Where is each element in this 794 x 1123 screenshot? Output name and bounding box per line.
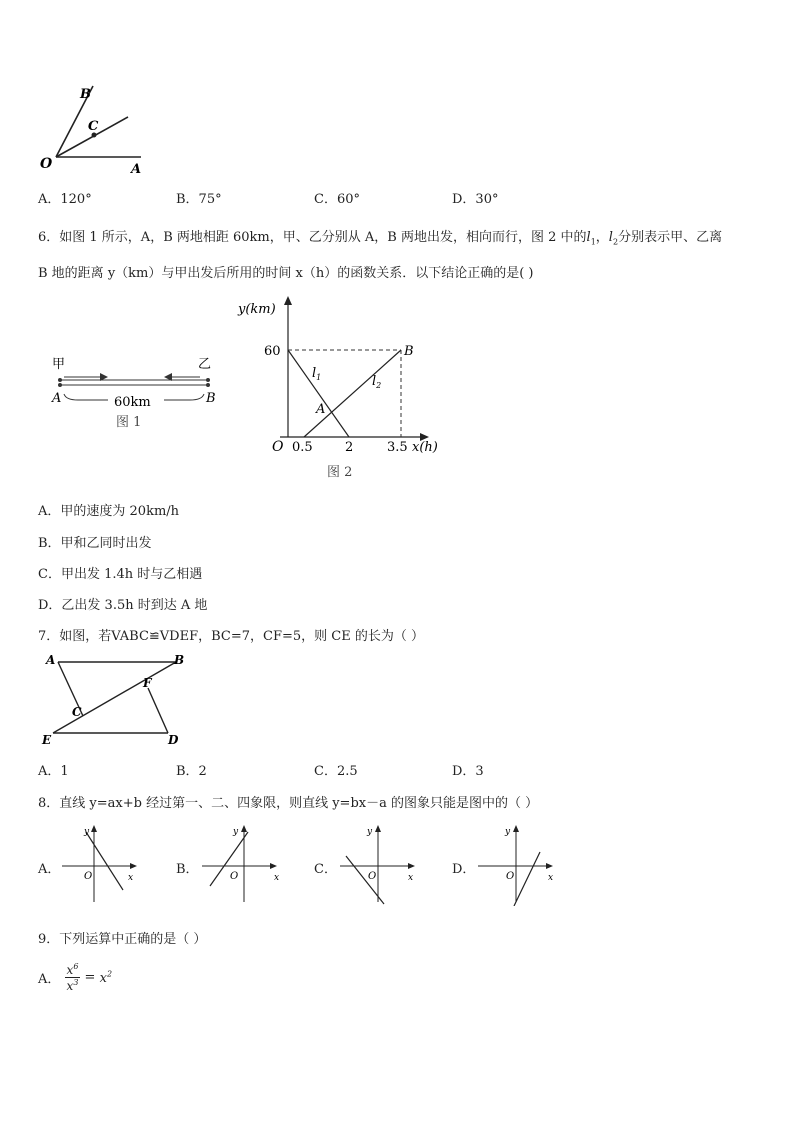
q8c-y: y <box>367 827 373 837</box>
q6-stem-line2: B 地的距离 y（km）与甲出发后所用的时间 x（h）的函数关系．以下结论正确的是( ) <box>38 266 534 281</box>
q7-label-A: A <box>46 653 56 667</box>
q6-option-d[interactable]: D．乙出发 3.5h 时到达 A 地 <box>38 598 208 613</box>
q8b-O: O <box>230 871 239 882</box>
q9-rhs-exp: 2 <box>106 969 113 979</box>
q9-num-exp: 6 <box>73 962 79 971</box>
q7-option-c[interactable]: C．2.5 <box>314 764 358 779</box>
fig1-jia: 甲 <box>52 357 66 372</box>
q8-stem: 8．直线 y=ax+b 经过第一、二、四象限，则直线 y=bx－a 的图象只能是图中的（ ） <box>38 796 539 811</box>
q8-graph-a[interactable] <box>58 822 148 906</box>
q6-sep: ， <box>595 230 609 245</box>
q9-den-exp: 3 <box>73 978 79 987</box>
q7-stem: 7．如图，若VABC≌VDEF，BC=7，CF=5，则 CE 的长为（ ） <box>38 629 424 644</box>
q8c-x: x <box>408 873 414 883</box>
q8-option-a-label[interactable]: A． <box>38 862 61 877</box>
q6-option-c[interactable]: C．甲出发 1.4h 时与乙相遇 <box>38 567 203 582</box>
q8-graph-c[interactable] <box>336 822 426 906</box>
q5-option-a[interactable]: A．120° <box>38 192 92 207</box>
fig2-A: A <box>316 402 326 417</box>
q9-den-base: x <box>66 979 74 993</box>
q7-option-a[interactable]: A．1 <box>38 764 69 779</box>
fig1-caption: 图 1 <box>116 415 142 430</box>
q8b-y: y <box>233 827 239 837</box>
q7-label-B: B <box>174 653 185 667</box>
q6-figure-1 <box>48 350 228 435</box>
fig2-l2: $l_2$ <box>372 374 382 390</box>
fig2-x2: 2 <box>345 440 354 455</box>
q7-label-F: F <box>143 676 152 690</box>
fig1-A: A <box>52 391 62 406</box>
q5-option-d[interactable]: D．30° <box>452 192 499 207</box>
q9-option-a-label: A． <box>38 972 61 987</box>
q9-option-a[interactable] <box>38 962 112 993</box>
fig1-yi: 乙 <box>198 357 212 372</box>
fig2-x05: 0.5 <box>292 440 313 455</box>
q8-graph-d[interactable] <box>474 822 564 906</box>
fig1-B: B <box>206 391 216 406</box>
q6-l1: l <box>586 230 591 245</box>
q8a-x: x <box>128 873 134 883</box>
q9-rhs-base: x <box>99 970 107 986</box>
q8-option-c-label[interactable]: C． <box>314 862 337 877</box>
fig2-xlabel: x(h) <box>412 440 438 455</box>
q7-figure <box>36 650 196 750</box>
q8a-y: y <box>84 827 90 837</box>
q6-stem-line1 <box>38 226 722 247</box>
q6-stem-part2: 分别表示甲、乙离 <box>618 230 723 245</box>
fig2-l2-sub: 2 <box>376 381 382 390</box>
fig2-l1: $l_1$ <box>312 366 322 382</box>
q5-option-b[interactable]: B．75° <box>176 192 222 207</box>
q8c-O: O <box>368 871 377 882</box>
q6-l2: l <box>608 230 613 245</box>
q8d-O: O <box>506 871 515 882</box>
q6-l2-sub: 2 <box>612 237 619 247</box>
q6-option-b[interactable]: B．甲和乙同时出发 <box>38 536 152 551</box>
fig1-dist: 60km <box>114 395 151 410</box>
angle-figure <box>36 80 156 180</box>
fig2-O: O <box>272 439 284 455</box>
label-A: A <box>131 162 142 177</box>
q8d-y: y <box>505 827 511 837</box>
q7-option-b[interactable]: B．2 <box>176 764 207 779</box>
q6-l1-sub: 1 <box>590 237 596 247</box>
q8-option-d-label[interactable]: D． <box>452 862 476 877</box>
q7-label-E: E <box>42 733 52 747</box>
q7-label-C: C <box>72 705 82 719</box>
q9-stem: 9．下列运算中正确的是（ ） <box>38 932 207 947</box>
label-C: C <box>88 119 99 134</box>
label-O: O <box>40 156 53 172</box>
fig2-y60: 60 <box>264 344 281 359</box>
q7-option-d[interactable]: D．3 <box>452 764 484 779</box>
q6-option-a[interactable]: A．甲的速度为 20km/h <box>38 504 180 519</box>
q8-option-b-label[interactable]: B． <box>176 862 199 877</box>
q9-option-a-fraction <box>65 962 81 993</box>
q8a-O: O <box>84 871 93 882</box>
fig2-caption: 图 2 <box>327 465 353 480</box>
fig2-x35: 3.5 <box>387 440 408 455</box>
q9-eq: = <box>84 970 96 985</box>
q8d-x: x <box>548 873 554 883</box>
q7-label-D: D <box>168 733 179 747</box>
q6-figure-2 <box>236 295 446 485</box>
q8b-x: x <box>274 873 280 883</box>
q9-num-base: x <box>66 963 74 977</box>
fig2-l1-sub: 1 <box>316 373 322 382</box>
q8-graph-b[interactable] <box>198 822 288 906</box>
fig2-B: B <box>404 344 414 359</box>
q6-stem-part1: 6．如图 1 所示，A，B 两地相距 60km，甲、乙分别从 A，B 两地出发，相向而行，图 2 中的 <box>38 230 587 245</box>
q5-option-c[interactable]: C．60° <box>314 192 360 207</box>
label-B: B <box>80 87 91 102</box>
fig2-ylabel: y(km) <box>238 302 276 317</box>
